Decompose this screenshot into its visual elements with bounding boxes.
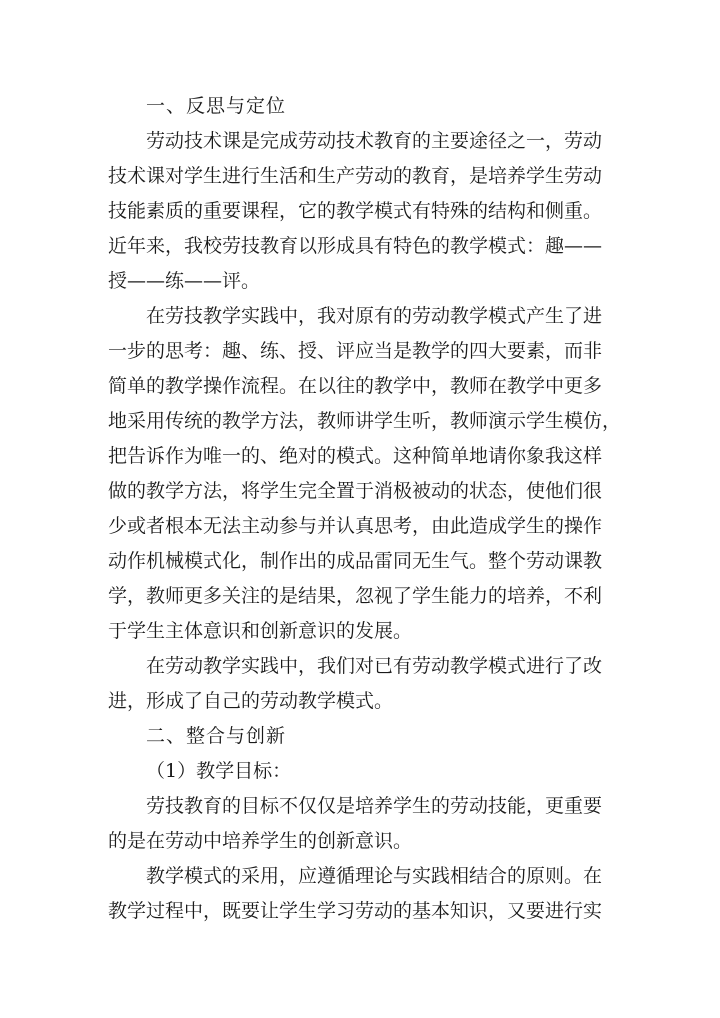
paragraph-line: 做的教学方法，将学生完全置于消极被动的状态，使他们很 (108, 480, 603, 502)
paragraph-line: 一步的思考：趣、练、授、评应当是教学的四大要素，而非 (108, 340, 603, 362)
paragraph-line: 近年来，我校劳技教育以形成具有特色的教学模式：趣—— (108, 235, 603, 257)
paragraph-line: 简单的教学操作流程。在以往的教学中，教师在教学中更多 (108, 375, 603, 397)
paragraph-line: 把告诉作为唯一的、绝对的模式。这种简单地请你象我这样 (108, 445, 603, 467)
section-heading-2: 二、整合与创新 (146, 725, 287, 747)
paragraph-line: 学，教师更多关注的是结果，忽视了学生能力的培养，不利 (108, 585, 603, 607)
paragraph-line: 于学生主体意识和创新意识的发展。 (108, 620, 413, 642)
paragraph-line: 教学过程中，既要让学生学习劳动的基本知识，又要进行实 (108, 900, 603, 922)
paragraph-line: 技术课对学生进行生活和生产劳动的教育，是培养学生劳动 (108, 165, 603, 187)
paragraph-line: 授——练——评。 (108, 270, 261, 292)
paragraph-line: 地采用传统的教学方法，教师讲学生听，教师演示学生模仿， (108, 410, 622, 432)
paragraph-line: 动作机械模式化，制作出的成品雷同无生气。整个劳动课教 (108, 550, 603, 572)
paragraph-line: 技能素质的重要课程，它的教学模式有特殊的结构和侧重。 (108, 200, 603, 222)
paragraph-line: 劳动技术课是完成劳动技术教育的主要途径之一，劳动 (146, 130, 603, 152)
paragraph-line: 的是在劳动中培养学生的创新意识。 (108, 830, 413, 852)
paragraph-line: 在劳动教学实践中，我们对已有劳动教学模式进行了改 (146, 655, 603, 677)
paragraph-line: 少或者根本无法主动参与并认真思考，由此造成学生的操作 (108, 515, 603, 537)
paragraph-line: 进，形成了自己的劳动教学模式。 (108, 690, 394, 712)
subsection-heading: （1）教学目标： (146, 760, 292, 782)
paragraph-line: 在劳技教学实践中，我对原有的劳动教学模式产生了进 (146, 305, 603, 327)
section-heading-1: 一、反思与定位 (146, 95, 287, 117)
paragraph-line: 教学模式的采用，应遵循理论与实践相结合的原则。在 (146, 865, 603, 887)
paragraph-line: 劳技教育的目标不仅仅是培养学生的劳动技能，更重要 (146, 795, 603, 817)
